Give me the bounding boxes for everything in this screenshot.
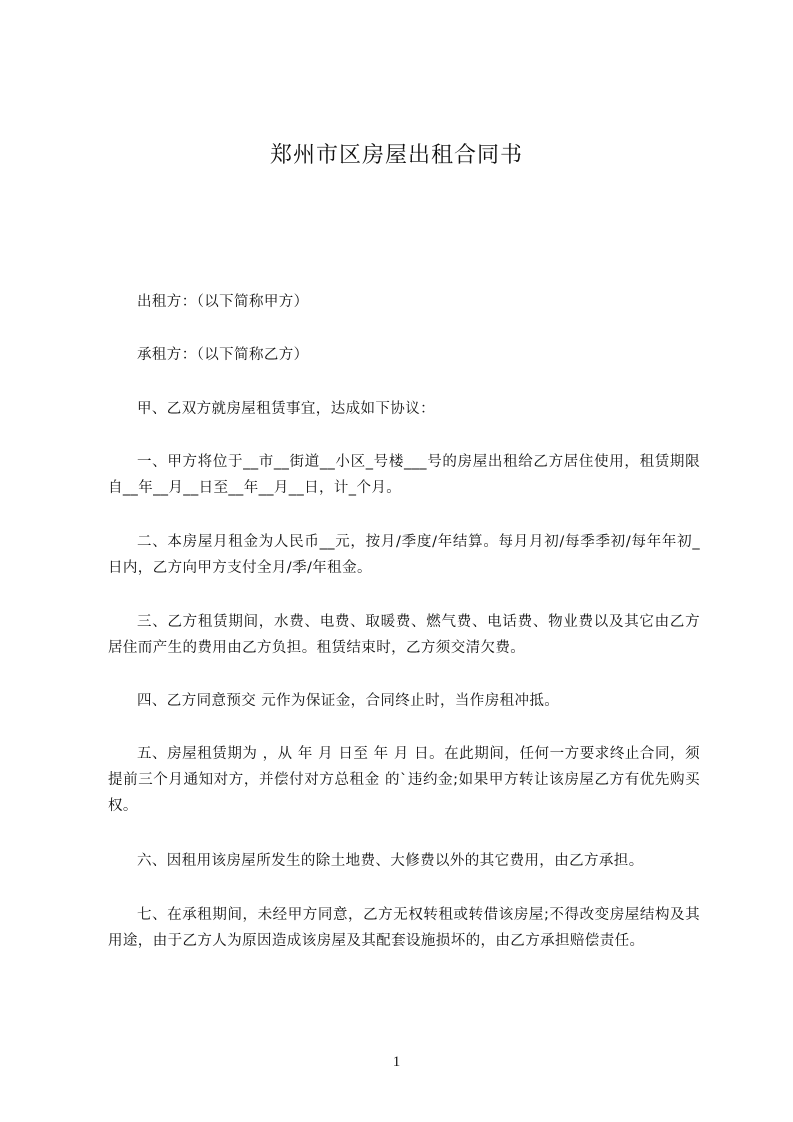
clause-5: 五、房屋租赁期为 ，从 年 月 日至 年 月 日。在此期间，任何一方要求终止合同，须提前三个月通知对方，并偿付对方总租金 的`违约金;如果甲方转让该房屋乙方有优先购买权。 <box>108 746 700 814</box>
page-number: 1 <box>392 1054 401 1070</box>
clause-1: 一、甲方将位于__市__街道__小区_号楼___号的房屋出租给乙方居住使用，租赁期限自__年__月__日至__年__月__日，计_个月。 <box>108 454 700 496</box>
document-title: 郑州市区房屋出租合同书 <box>269 143 523 168</box>
clause-3: 三、乙方租赁期间，水费、电费、取暖费、燃气费、电话费、物业费以及其它由乙方居住而产生的费用由乙方负担。租赁结束时，乙方须交清欠费。 <box>108 614 700 656</box>
lessor-line: 出租方：（以下简称甲方） <box>137 294 309 310</box>
clause-7: 七、在承租期间，未经甲方同意，乙方无权转租或转借该房屋;不得改变房屋结构及其用途，由于乙方人为原因造成该房屋及其配套设施损坏的，由乙方承担赔偿责任。 <box>108 907 700 949</box>
clause-2: 二、本房屋月租金为人民币__元，按月/季度/年结算。每月月初/每季季初/每年年初_日内，乙方向甲方支付全月/季/年租金。 <box>108 534 700 576</box>
clause-4: 四、乙方同意预交 元作为保证金，合同终止时，当作房租冲抵。 <box>137 693 560 709</box>
clause-6: 六、因租用该房屋所发生的除土地费、大修费以外的其它费用，由乙方承担。 <box>137 853 644 869</box>
agreement-intro: 甲、乙双方就房屋租赁事宜，达成如下协议： <box>137 401 435 417</box>
lessee-line: 承租方：（以下简称乙方） <box>137 347 309 363</box>
